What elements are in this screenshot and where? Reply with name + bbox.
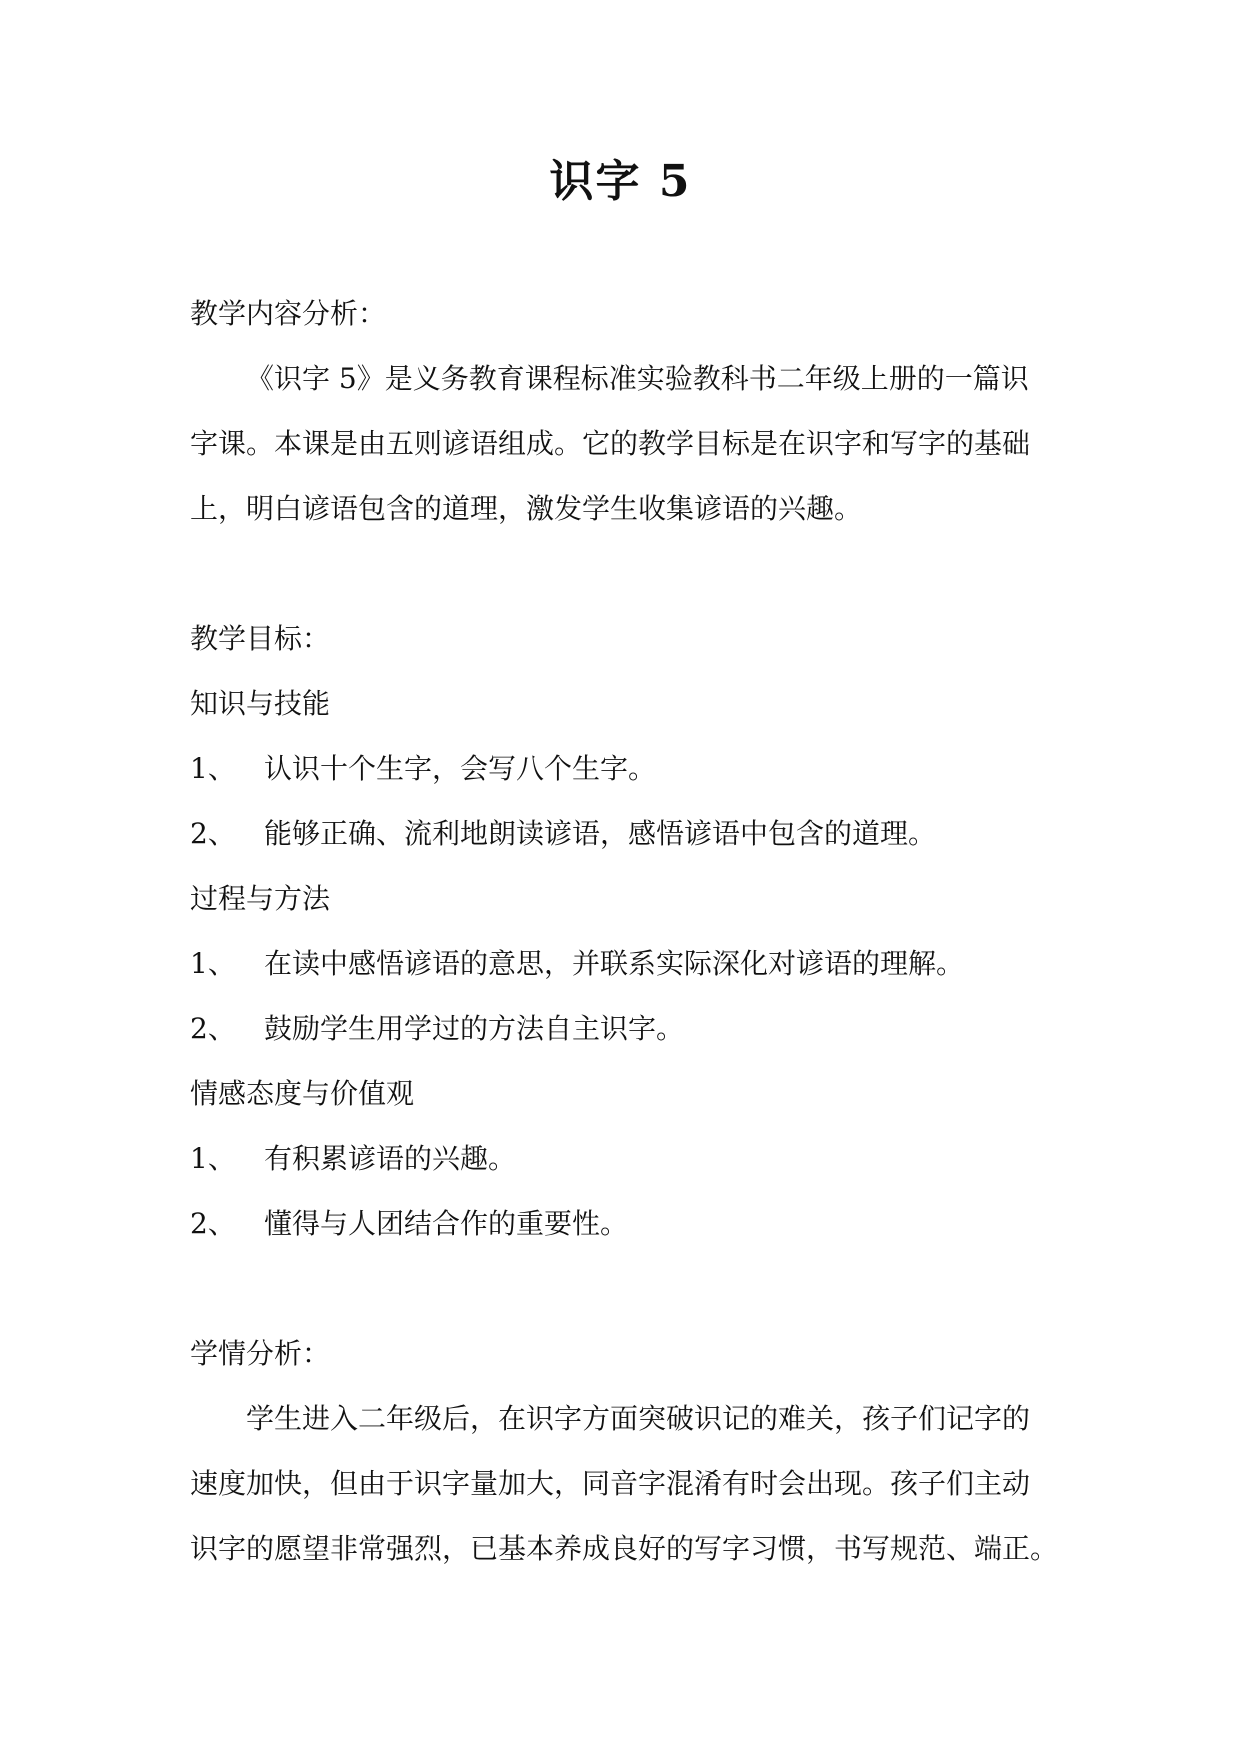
objectives-heading: 教学目标：: [190, 622, 331, 655]
knowledge-item-2-number: 2、: [190, 817, 236, 850]
content-analysis-line-2: 字课。本课是由五则谚语组成。它的教学目标是在识字和写字的基础: [190, 427, 1031, 460]
knowledge-item-1-number: 1、: [190, 752, 236, 785]
emotion-item-2-number: 2、: [190, 1207, 236, 1240]
student-analysis-line-1: 学生进入二年级后，在识字方面突破识记的难关，孩子们记字的: [246, 1402, 1031, 1435]
content-analysis-heading: 教学内容分析：: [190, 297, 387, 330]
student-analysis-heading: 学情分析：: [190, 1337, 331, 1370]
knowledge-label: 知识与技能: [190, 687, 331, 720]
process-item-1-number: 1、: [190, 947, 236, 980]
knowledge-item-1-text: 认识十个生字，会写八个生字。: [264, 752, 657, 785]
content-analysis-line-3: 上，明白谚语包含的道理，激发学生收集谚语的兴趣。: [190, 492, 863, 525]
content-analysis-line-1: 《识字 5》是义务教育课程标准实验教科书二年级上册的一篇识: [246, 362, 1029, 395]
emotion-item-1-text: 有积累谚语的兴趣。: [264, 1142, 517, 1175]
process-item-2-text: 鼓励学生用学过的方法自主识字。: [264, 1012, 685, 1045]
student-analysis-line-2: 速度加快，但由于识字量加大，同音字混淆有时会出现。孩子们主动: [190, 1467, 1031, 1500]
process-item-2-number: 2、: [190, 1012, 236, 1045]
emotion-item-2-text: 懂得与人团结合作的重要性。: [264, 1207, 629, 1240]
process-label: 过程与方法: [190, 882, 331, 915]
page-title: 识字 5: [549, 156, 692, 207]
student-analysis-line-3: 识字的愿望非常强烈，已基本养成良好的写字习惯，书写规范、端正。: [190, 1532, 1059, 1565]
emotion-item-1-number: 1、: [190, 1142, 236, 1175]
knowledge-item-2-text: 能够正确、流利地朗读谚语，感悟谚语中包含的道理。: [264, 817, 937, 850]
process-item-1-text: 在读中感悟谚语的意思，并联系实际深化对谚语的理解。: [264, 947, 965, 980]
emotion-label: 情感态度与价值观: [190, 1077, 415, 1110]
